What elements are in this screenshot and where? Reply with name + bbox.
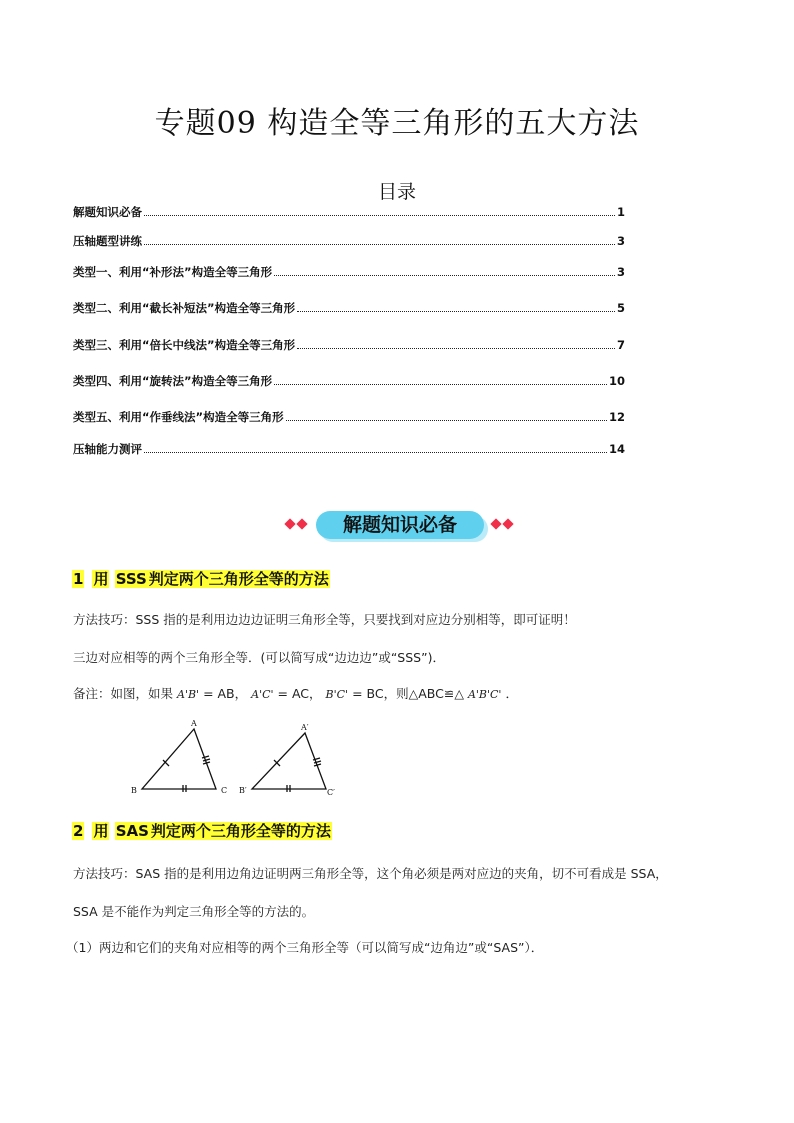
triangle-abc — [142, 729, 216, 792]
toc-entry-label: 压轴能力测评 — [73, 442, 142, 456]
vertex-label: A′ — [301, 723, 309, 732]
toc-leader-dots — [144, 214, 615, 216]
text: 备注：如图，如果 — [73, 686, 174, 701]
page-title: 专题09 构造全等三角形的五大方法 — [154, 106, 640, 141]
toc-leader-dots — [297, 310, 615, 312]
banner-title: 解题知识必备 — [342, 514, 457, 536]
text: ． — [505, 686, 518, 701]
paragraph: 方法技巧：SAS 指的是利用边角边证明两三角形全等，这个角必须是两对应边的夹角，切不可看成是 SSA， — [73, 866, 668, 881]
toc-entry[interactable] — [73, 409, 625, 425]
vertex-label: B′ — [239, 786, 247, 795]
section-number: 2 — [73, 822, 84, 840]
toc-entry[interactable] — [73, 337, 625, 353]
toc-entry[interactable] — [73, 233, 625, 249]
vertex-label: A — [191, 720, 197, 728]
section-banner — [282, 508, 518, 542]
paragraph: 方法技巧：SSS 指的是利用边边边证明三角形全等，只要找到对应边分别相等，即可证明！ — [73, 612, 576, 627]
math-segment: A'C' — [251, 688, 274, 701]
text: = AB， — [203, 686, 248, 701]
toc-entry-label: 类型五、利用“作垂线法”构造全等三角形 — [73, 410, 284, 424]
section-title: 判定两个三角形全等的方法 — [150, 822, 331, 840]
vertex-label: C′ — [327, 788, 335, 797]
toc-entry-page: 7 — [616, 338, 625, 352]
math-segment: A'B' — [177, 688, 200, 701]
toc-entry-page: 10 — [608, 374, 625, 388]
math-segment: A'B'C' — [467, 688, 502, 701]
section-number: 1 — [73, 570, 84, 588]
toc-entry-label: 压轴题型讲练 — [73, 234, 142, 248]
vertex-label: B — [131, 786, 137, 795]
text: = BC，则△ABC≌△ — [352, 686, 464, 701]
congruent-triangles-figure — [128, 720, 348, 800]
toc-leader-dots — [144, 243, 615, 245]
toc-leader-dots — [274, 274, 615, 276]
text: = AC， — [277, 686, 322, 701]
toc-entry-label: 类型一、利用“补形法”构造全等三角形 — [73, 265, 273, 279]
toc-entry[interactable] — [73, 264, 625, 280]
section-prefix: 用 — [93, 570, 109, 588]
paragraph: SSA 是不能作为判定三角形全等的方法的。 — [73, 904, 315, 919]
toc-leader-dots — [286, 419, 607, 421]
toc-entry-page: 1 — [616, 205, 625, 219]
toc-entry-page: 14 — [608, 442, 625, 456]
diamond-icon — [296, 518, 307, 529]
math-segment: B'C' — [325, 688, 349, 701]
toc-entry[interactable] — [73, 441, 625, 457]
toc-entry[interactable] — [73, 373, 625, 389]
toc-entry-page: 3 — [616, 234, 625, 248]
paragraph-note — [73, 684, 518, 702]
section-heading-sss — [72, 568, 330, 590]
toc-entry-label: 解题知识必备 — [73, 205, 142, 219]
paragraph: （1）两边和它们的夹角对应相等的两个三角形全等（可以简写成“边角边”或“SAS”）． — [66, 940, 544, 955]
section-heading-sas — [72, 820, 332, 842]
toc-entry-page: 3 — [616, 265, 625, 279]
toc-leader-dots — [144, 451, 607, 453]
toc-entry-label: 类型三、利用“倍长中线法”构造全等三角形 — [73, 338, 296, 352]
triangle-abc-prime — [252, 733, 326, 792]
section-title: 判定两个三角形全等的方法 — [148, 570, 329, 588]
paragraph: 三边对应相等的两个三角形全等．(可以简写成“边边边”或“SSS”)． — [73, 650, 445, 665]
toc-leader-dots — [274, 383, 607, 385]
vertex-label: C — [221, 786, 228, 795]
section-keyword: SSS — [115, 570, 147, 588]
toc-entry-label: 类型二、利用“截长补短法”构造全等三角形 — [73, 301, 296, 315]
toc-entry-page: 5 — [616, 301, 625, 315]
diamond-icon — [502, 518, 513, 529]
diamond-icon — [490, 518, 501, 529]
toc-leader-dots — [297, 347, 615, 349]
toc-entry[interactable] — [73, 204, 625, 220]
toc-entry-label: 类型四、利用“旋转法”构造全等三角形 — [73, 374, 273, 388]
toc-entry[interactable] — [73, 300, 625, 316]
section-keyword: SAS — [115, 822, 149, 840]
section-prefix: 用 — [93, 822, 109, 840]
toc-heading: 目录 — [377, 181, 416, 203]
toc-entry-page: 12 — [608, 410, 625, 424]
diamond-icon — [284, 518, 295, 529]
